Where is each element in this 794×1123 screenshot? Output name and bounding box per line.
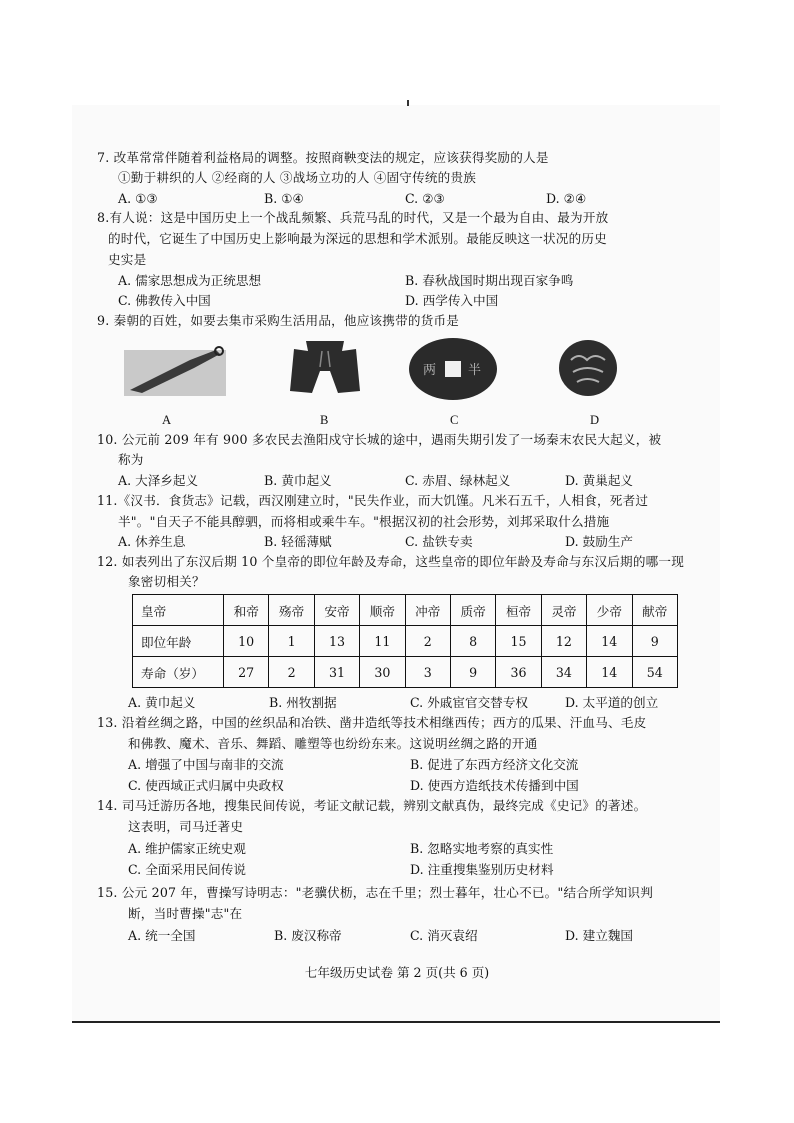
q15-option-a: A. 统一全国: [128, 928, 196, 943]
q12-stem-line2: 象密切相关？: [128, 574, 205, 589]
table-header-cell: 灵帝: [541, 595, 586, 626]
table-row: [133, 657, 678, 688]
q9-label-c: C: [450, 413, 459, 427]
q12-option-b: B. 州牧割据: [269, 695, 337, 710]
q10-option-a: A. 大泽乡起义: [118, 473, 199, 488]
q8-stem-line3: 史实是: [108, 252, 147, 267]
table-header-cell: 安帝: [314, 595, 359, 626]
knife-coin-image: [120, 338, 228, 398]
table-cell: 寿命（岁）: [133, 657, 224, 688]
table-cell: 1: [269, 626, 314, 657]
q11-stem-line2: 半"。"自天子不能具醇驷，而将相或乘牛车。"根据汉初的社会形势，刘邦采取什么措施: [118, 514, 610, 529]
table-header-cell: 顺帝: [360, 595, 405, 626]
table-cell: 8: [450, 626, 495, 657]
q13-option-b: B. 促进了东西方经济文化交流: [410, 757, 579, 772]
emperor-table: [132, 594, 678, 688]
q14-stem-line2: 这表明，司马迁著史: [128, 819, 244, 834]
q14-option-d: D. 注重搜集鉴别历史材料: [410, 862, 554, 877]
q8-option-a: A. 儒家思想成为正统思想: [118, 273, 262, 288]
q8-stem-line1: 8.有人说：这是中国历史上一个战乱频繁、兵荒马乱的时代，又是一个最为自由、最为开放: [97, 210, 609, 225]
table-cell: 11: [360, 626, 405, 657]
bottom-rule: [72, 1021, 720, 1023]
q8-option-b: B. 春秋战国时期出现百家争鸣: [405, 273, 574, 288]
q8-stem-line2: 的时代，它诞生了中国历史上影响最为深远的思想和学术派别。最能反映这一状况的历史: [108, 231, 607, 246]
table-header-cell: 冲帝: [405, 595, 450, 626]
q7-option-b: B. ①④: [264, 191, 304, 206]
q9-label-a: A: [162, 413, 172, 427]
table-header-cell: 和帝: [224, 595, 269, 626]
q15-option-b: B. 废汉称帝: [274, 928, 342, 943]
svg-text:两: 两: [423, 363, 437, 378]
q10-option-b: B. 黄巾起义: [264, 473, 332, 488]
q10-option-d: D. 黄巢起义: [565, 473, 634, 488]
q7-option-c: C. ②③: [405, 191, 445, 206]
table-cell: 31: [314, 657, 359, 688]
table-cell: 27: [224, 657, 269, 688]
q11-option-a: A. 休养生息: [118, 534, 186, 549]
table-row: [133, 626, 678, 657]
table-cell: 30: [360, 657, 405, 688]
table-cell: 54: [632, 657, 677, 688]
q7-option-a: A. ①③: [118, 191, 158, 206]
q11-option-d: D. 鼓励生产: [565, 534, 634, 549]
q7-stem: 7. 改革常常伴随着利益格局的调整。按照商鞅变法的规定，应该获得奖励的人是: [97, 150, 549, 165]
q12-option-d: D. 太平道的创立: [565, 695, 659, 710]
table-cell: 12: [541, 626, 586, 657]
q15-stem-line1: 15. 公元 207 年，曹操写诗明志："老骥伏枥，志在千里；烈士暮年，壮心不已。"结合所学知识判: [97, 885, 654, 900]
q9-label-b: B: [320, 413, 329, 427]
q13-stem-line2: 和佛教、魔术、音乐、舞蹈、雕塑等也纷纷东来。这说明丝绸之路的开通: [128, 736, 538, 751]
q11-option-b: B. 轻徭薄赋: [264, 534, 332, 549]
q10-option-c: C. 赤眉、绿林起义: [405, 473, 511, 488]
ant-nose-coin-image: [557, 338, 619, 398]
spade-coin-image: [286, 337, 364, 397]
svg-text:半: 半: [468, 363, 482, 378]
table-cell: 即位年龄: [133, 626, 224, 657]
q15-option-d: D. 建立魏国: [565, 928, 634, 943]
q9-stem: 9. 秦朝的百姓，如要去集市采购生活用品，他应该携带的货币是: [97, 313, 460, 328]
q8-option-d: D. 西学传入中国: [405, 293, 499, 308]
table-cell: 15: [496, 626, 541, 657]
q7-option-d: D. ②④: [546, 191, 587, 206]
table-cell: 9: [632, 626, 677, 657]
table-cell: 9: [450, 657, 495, 688]
table-header-cell: 皇帝: [133, 595, 224, 626]
table-cell: 36: [496, 657, 541, 688]
q7-items: ①勤于耕织的人 ②经商的人 ③战场立功的人 ④固守传统的贵族: [118, 170, 477, 185]
q14-option-c: C. 全面采用民间传说: [128, 862, 246, 877]
table-cell: 34: [541, 657, 586, 688]
table-row-header: [133, 595, 678, 626]
q9-label-d: D: [590, 413, 600, 427]
table-cell: 13: [314, 626, 359, 657]
q14-option-b: B. 忽略实地考察的真实性: [410, 841, 554, 856]
table-cell: 14: [587, 657, 632, 688]
q10-stem-line1: 10. 公元前 209 年有 900 多农民去渔阳戍守长城的途中，遇雨失期引发了一场秦末农民大起义，被: [97, 432, 662, 447]
q12-option-a: A. 黄巾起义: [128, 695, 196, 710]
table-header-cell: 殇帝: [269, 595, 314, 626]
q13-option-c: C. 使西域正式归属中央政权: [128, 778, 284, 793]
q13-option-a: A. 增强了中国与南非的交流: [128, 757, 284, 772]
q12-option-c: C. 外戚宦官交替专权: [410, 695, 528, 710]
q12-stem-line1: 12. 如表列出了东汉后期 10 个皇帝的即位年龄及寿命，这些皇帝的即位年龄及寿命与东汉后期的哪一现: [97, 554, 685, 569]
top-mark: [407, 100, 409, 106]
q14-stem-line1: 14. 司马迁游历各地，搜集民间传说，考证文献记载，辨别文献真伪，最终完成《史记》的著述。: [97, 798, 647, 813]
q8-option-c: C. 佛教传入中国: [118, 293, 211, 308]
table-header-cell: 质帝: [450, 595, 495, 626]
table-cell: 10: [224, 626, 269, 657]
table-header-cell: 献帝: [632, 595, 677, 626]
table-cell: 3: [405, 657, 450, 688]
q15-stem-line2: 断，当时曹操"志"在: [128, 906, 243, 921]
table-cell: 14: [587, 626, 632, 657]
q13-option-d: D. 使西方造纸技术传播到中国: [410, 778, 579, 793]
q10-stem-line2: 称为: [118, 452, 144, 467]
ban-liang-coin-image: [407, 336, 499, 402]
table-cell: 2: [405, 626, 450, 657]
table-cell: 2: [269, 657, 314, 688]
q14-option-a: A. 维护儒家正统史观: [128, 841, 246, 856]
page-footer: 七年级历史试卷 第 2 页(共 6 页): [304, 965, 490, 980]
q13-stem-line1: 13. 沿着丝绸之路，中国的丝织品和冶铁、凿井造纸等技术相继西传；西方的瓜果、汗血马、毛皮: [97, 715, 647, 730]
q15-option-c: C. 消灭袁绍: [410, 928, 478, 943]
table-header-cell: 桓帝: [496, 595, 541, 626]
q11-option-c: C. 盐铁专卖: [405, 534, 473, 549]
table-header-cell: 少帝: [587, 595, 632, 626]
q11-stem-line1: 11.《汉书．食货志》记载，西汉刚建立时，"民失作业，而大饥馑。凡米石五千，人相食，死者过: [97, 493, 649, 508]
